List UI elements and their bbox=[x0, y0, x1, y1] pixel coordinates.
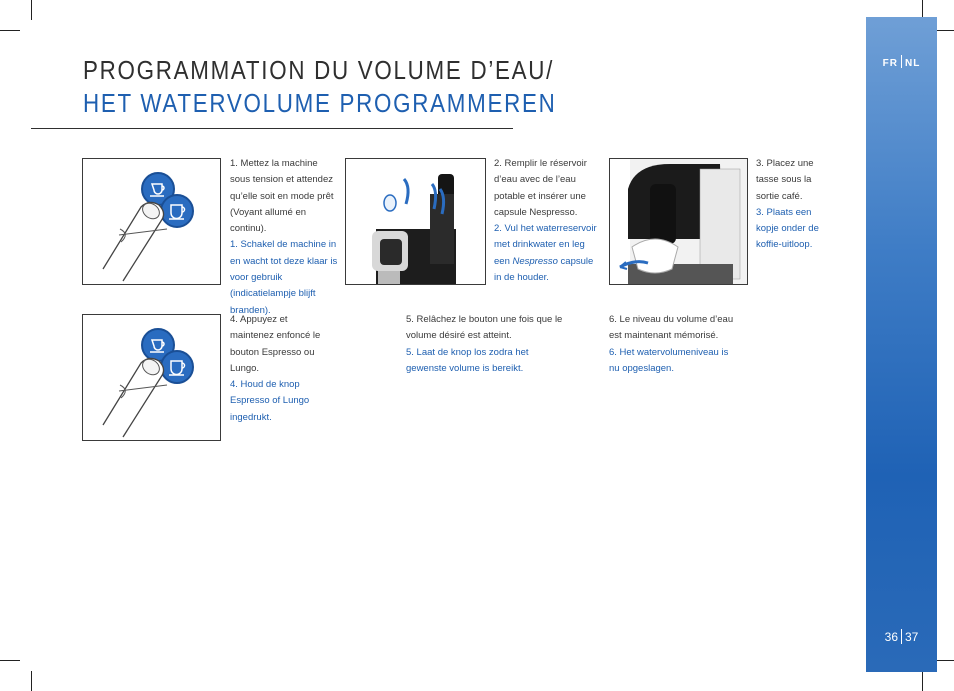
step-1-fr: 1. Mettez la machine sous tension et attendez qu’elle soit en mode prêt (Voyant allumé en continu). bbox=[230, 158, 334, 235]
step-2-fr: 2. Remplir le réservoir d’eau avec de l’eau potable et insérer une capsule Nespresso. bbox=[494, 158, 587, 218]
step-4-nl: 4. Houd de knop Espresso of Lungo ingedrukt. bbox=[230, 379, 310, 423]
step-5-nl: 5. Laat de knop los zodra het gewenste volume is bereikt. bbox=[406, 346, 529, 374]
crop-mark bbox=[922, 671, 923, 691]
crop-mark bbox=[31, 0, 32, 20]
page-numbers bbox=[866, 629, 937, 644]
step-4-fr: 4. Appuyez et maintenez enfoncé le bouton Espresso ou Lungo. bbox=[230, 314, 321, 374]
step-3-fr: 3. Placez une tasse sous la sortie café. bbox=[756, 158, 814, 202]
crop-mark bbox=[934, 30, 954, 31]
brand-nespresso: Nespresso bbox=[512, 255, 558, 267]
page-number-left: 36 bbox=[884, 630, 898, 644]
crop-mark bbox=[0, 660, 20, 661]
lang-nl: NL bbox=[905, 58, 921, 69]
step-4-image bbox=[82, 314, 221, 441]
step-2-image bbox=[345, 158, 486, 285]
step-3-image bbox=[609, 158, 748, 285]
step-6-text bbox=[609, 312, 739, 377]
step-1-text bbox=[230, 156, 338, 319]
step-6-fr: 6. Le niveau du volume d’eau est maintenant mémorisé. bbox=[609, 314, 734, 342]
step-4-text bbox=[230, 312, 330, 426]
step-1-image bbox=[82, 158, 221, 285]
step-5-text bbox=[406, 312, 566, 377]
side-tab bbox=[866, 17, 937, 672]
title-divider bbox=[31, 128, 513, 129]
step-3-nl: 3. Plaats een kopje onder de koffie-uitloop. bbox=[756, 206, 819, 251]
step-5-fr: 5. Relâchez le bouton une fois que le volume désiré est atteint. bbox=[406, 314, 563, 342]
page-title-fr: PROGRAMMATION DU VOLUME D’EAU/ bbox=[83, 55, 555, 85]
step-3-text bbox=[756, 156, 832, 254]
page-title-nl: HET WATERVOLUME PROGRAMMEREN bbox=[83, 88, 557, 118]
language-indicator bbox=[866, 55, 937, 69]
crop-mark bbox=[31, 671, 32, 691]
step-1-nl: 1. Schakel de machine in en wacht tot deze klaar is voor gebruik (indicatielampje blijft branden). bbox=[230, 239, 338, 316]
crop-mark bbox=[0, 30, 20, 31]
step-6-nl: 6. Het watervolumeniveau is nu opgeslagen. bbox=[609, 346, 729, 374]
step-2-nl: 2. Vul het waterreservoir met drinkwater en leg een Nespresso capsule in de houder. bbox=[494, 223, 597, 284]
page-number-right: 37 bbox=[905, 630, 919, 644]
crop-mark bbox=[934, 660, 954, 661]
lang-fr: FR bbox=[882, 58, 898, 69]
step-2-text bbox=[494, 156, 598, 286]
